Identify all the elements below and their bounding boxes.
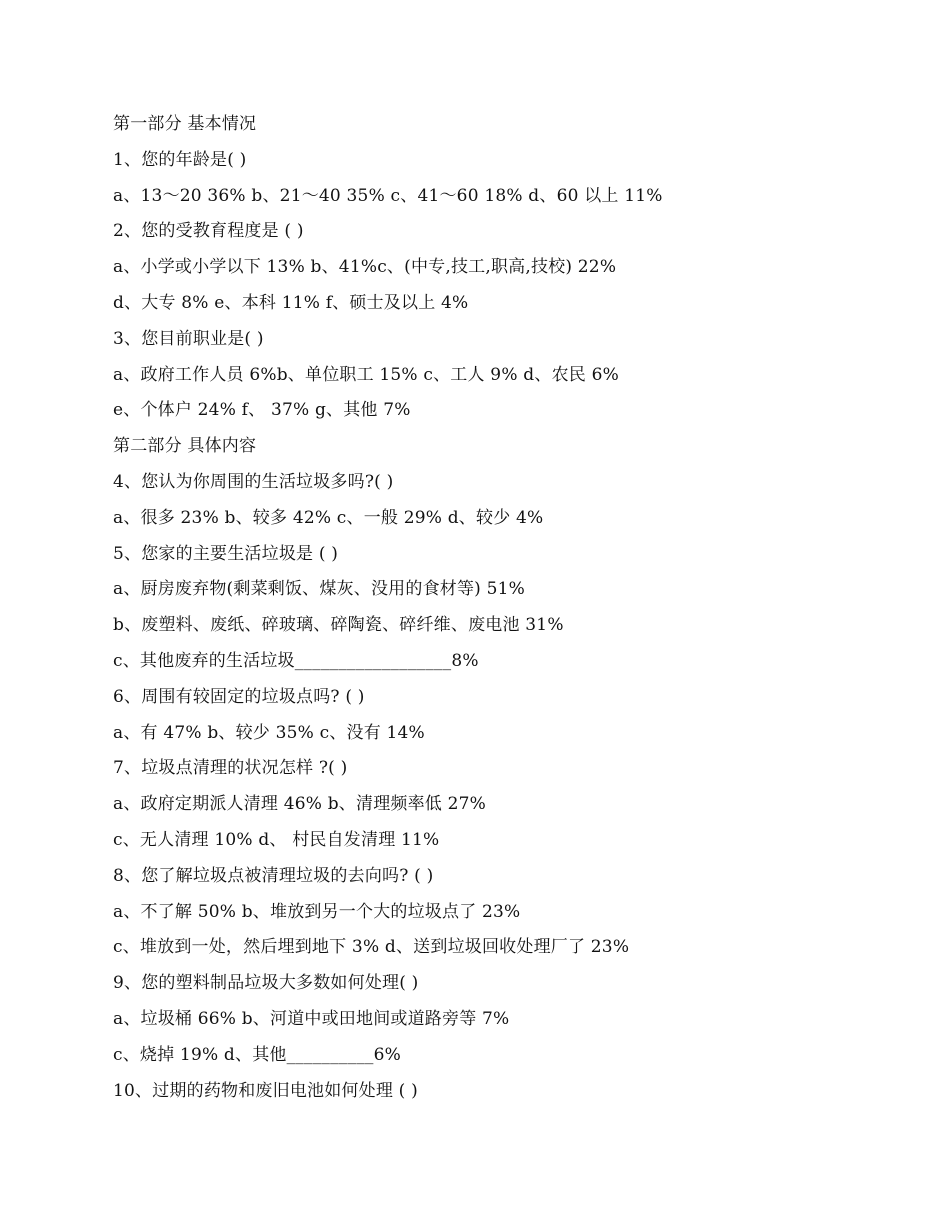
answer-options-8b: c、堆放到一处，然后埋到地下 3% d、送到垃圾回收处理厂了 23% — [113, 937, 630, 958]
answer-options-4: a、很多 23% b、较多 42% c、一般 29% d、较少 4% — [113, 507, 544, 528]
question-9: 9、您的塑料制品垃圾大多数如何处理( ) — [113, 973, 419, 994]
answer-options-6: a、有 47% b、较少 35% c、没有 14% — [113, 722, 425, 743]
question-6: 6、周围有较固定的垃圾点吗? ( ) — [113, 686, 365, 707]
answer-options-3a: a、政府工作人员 6%b、单位职工 15% c、工人 9% d、农民 6% — [113, 364, 619, 385]
answer-options-2b: d、大专 8% e、本科 11% f、硕士及以上 4% — [113, 292, 469, 313]
answer-options-5b: b、废塑料、废纸、碎玻璃、碎陶瓷、碎纤维、废电池 31% — [113, 615, 564, 636]
question-3: 3、您目前职业是( ) — [113, 328, 264, 349]
answer-options-2a: a、小学或小学以下 13% b、41%c、(中专,技工,职高,技校) 22% — [113, 257, 617, 278]
section-heading-part2: 第二部分 具体内容 — [113, 436, 257, 457]
question-8: 8、您了解垃圾点被清理垃圾的去向吗? ( ) — [113, 865, 434, 886]
answer-options-7b: c、无人清理 10% d、 村民自发清理 11% — [113, 829, 440, 850]
survey-content — [113, 107, 893, 1109]
question-1: 1、您的年龄是( ) — [113, 149, 247, 170]
question-5: 5、您家的主要生活垃圾是 ( ) — [113, 543, 339, 564]
answer-options-9b: c、烧掉 19% d、其他__________6% — [113, 1044, 401, 1065]
answer-options-3b: e、个体户 24% f、 37% g、其他 7% — [113, 400, 411, 421]
answer-options-9a: a、垃圾桶 66% b、河道中或田地间或道路旁等 7% — [113, 1008, 510, 1029]
answer-options-7a: a、政府定期派人清理 46% b、清理频率低 27% — [113, 794, 486, 815]
section-heading-part1: 第一部分 基本情况 — [113, 114, 257, 134]
question-10: 10、过期的药物和废旧电池如何处理 ( ) — [113, 1080, 418, 1101]
answer-options-8a: a、不了解 50% b、堆放到另一个大的垃圾点了 23% — [113, 901, 521, 922]
question-2: 2、您的受教育程度是 ( ) — [113, 221, 304, 242]
answer-options-5a: a、厨房废弃物(剩菜剩饭、煤灰、没用的食材等) 51% — [113, 579, 525, 600]
question-4: 4、您认为你周围的生活垃圾多吗?( ) — [113, 471, 394, 492]
question-7: 7、垃圾点清理的状况怎样 ?( ) — [113, 758, 348, 779]
answer-options-1: a、13～20 36% b、21～40 35% c、41～60 18% d、60 以上 11% — [113, 185, 663, 206]
answer-options-5c: c、其他废弃的生活垃圾__________________8% — [113, 650, 479, 671]
